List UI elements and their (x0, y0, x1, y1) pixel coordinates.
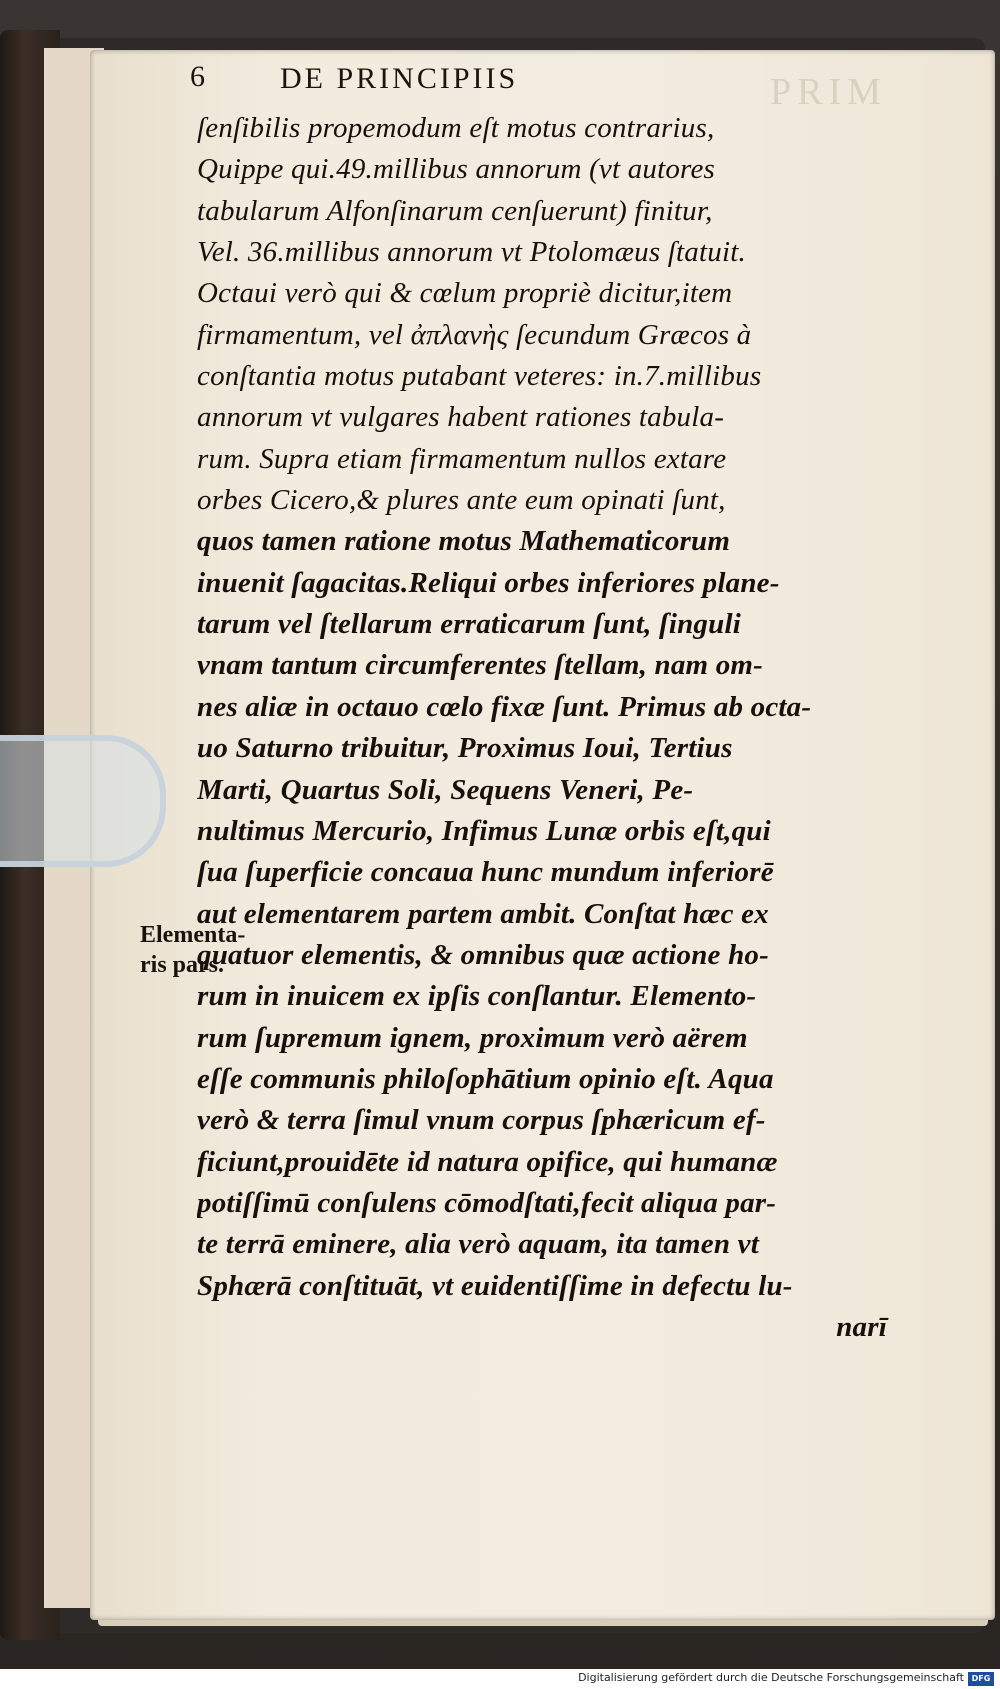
text-line: verò & terra ſimul vnum corpus ſphæricum ef- (197, 1104, 766, 1137)
text-line: rum. Supra etiam firmamentum nullos extare (197, 442, 727, 475)
text-line: inuenit ſagacitas.Reliqui orbes inferiores plane- (197, 566, 780, 599)
text-line: rum ſupremum ignem, proximum verò aërem (197, 1021, 748, 1054)
text-line: quos tamen ratione motus Mathematicorum (197, 525, 731, 558)
margin-note-line: ris pars. (140, 952, 224, 978)
text-line: potiſſimū conſulens cōmodſtati,fecit aliqua par- (197, 1186, 777, 1219)
text-line: rum in inuicem ex ipſis conſlantur. Elemento- (197, 980, 757, 1013)
text-line: Marti, Quartus Soli, Sequens Veneri, Pe- (197, 773, 694, 806)
text-line: te terrā eminere, alia verò aquam, ita tamen vt (197, 1228, 759, 1261)
text-line: nes aliæ in octauo cœlo fixæ ſunt. Primus ab octa- (197, 690, 812, 723)
text-line: Quippe qui.49.millibus annorum (vt autores (197, 153, 716, 186)
text-line: orbes Cicero,& plures ante eum opinati ſunt, (197, 484, 726, 517)
running-head (190, 60, 830, 104)
text-line: nultimus Mercurio, Infimus Lunæ orbis eſt,qui (197, 814, 771, 847)
text-line: firmamentum, vel ἀπλανὴς ſecundum Græcos à (197, 318, 752, 351)
text-line: tabularum Alfonſinarum cenſuerunt) finitur, (197, 194, 713, 227)
text-line: vnam tantum circumferentes ſtellam, nam om- (197, 649, 764, 682)
page-header-title: DE PRINCIPIIS (280, 62, 519, 95)
show-through-text: PRIM (770, 71, 887, 113)
text-line: tarum vel ſtellarum erraticarum ſunt, ſinguli (197, 608, 741, 641)
text-line: quatuor elementis, & omnibus quæ actione ho- (197, 938, 769, 971)
text-line: aut elementarem partem ambit. Conſtat hæc ex (197, 897, 769, 930)
dfg-logo: DFG (968, 1672, 994, 1686)
text-line: eſſe communis philoſophātium opinio eſt. Aqua (197, 1062, 774, 1095)
text-line: ſenſibilis propemodum eſt motus contrarius, (197, 112, 715, 144)
text-line: conſtantia motus putabant veteres: in.7.millibus (197, 360, 762, 393)
text-line: Octaui verò qui & cœlum propriè dicitur,item (197, 277, 733, 310)
text-line: ficiunt,prouidēte id natura opifice, qui humanæ (197, 1145, 778, 1178)
margin-note (140, 920, 280, 980)
bookmark-clip (0, 735, 166, 867)
text-line: annorum vt vulgares habent rationes tabula- (197, 401, 725, 434)
text-line: ſua ſuperficie concaua hunc mundum inferiorē (197, 856, 774, 889)
page-number: 6 (190, 60, 205, 93)
text-line: Sphærā conſtituāt, vt euidentiſſime in defectu lu- (197, 1269, 793, 1302)
text-line: narī (836, 1310, 887, 1343)
margin-note-line: Elementa- (140, 922, 246, 948)
text-line: Vel. 36.millibus annorum vt Ptolomæus ſtatuit. (197, 236, 746, 269)
digitization-credit: Digitalisierung gefördert durch die Deutsche Forschungsgemeinschaft (578, 1671, 964, 1684)
body-text (197, 108, 957, 1348)
text-line: uo Saturno tribuitur, Proximus Ioui, Tertius (197, 732, 733, 765)
